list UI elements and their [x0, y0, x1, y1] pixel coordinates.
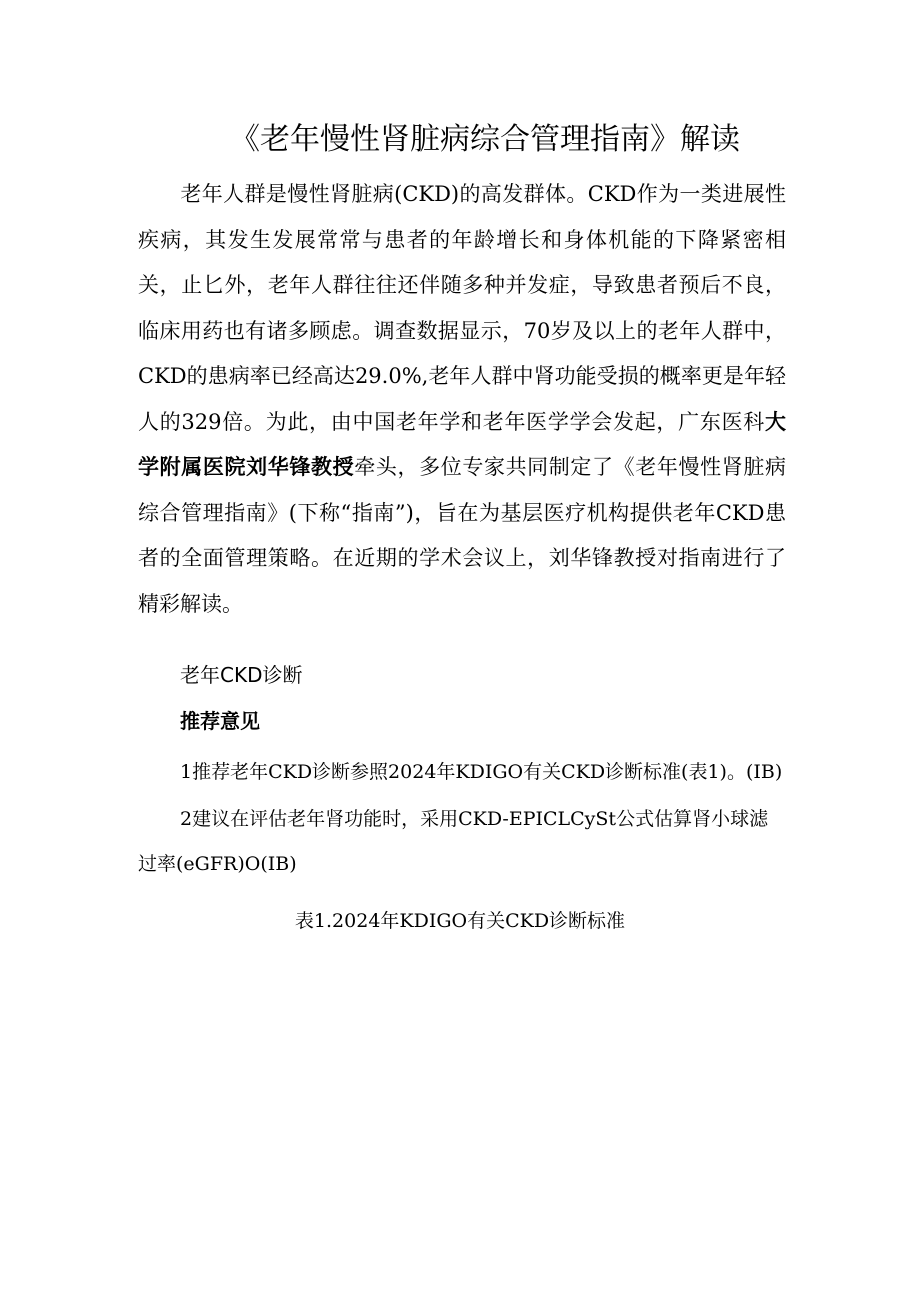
intro-paragraph [138, 172, 786, 627]
intro-text-part2: 牵头，多位专家共同制定了《老年慢性肾脏病综合管理指南》(下称“指南”)，旨在为基层医疗机构提供老年CKD患者的全面管理策略。在近期的学术会议上，刘华锋教授对指南进行了精彩解读。 [138, 455, 787, 616]
section-heading: 老年CKD诊断 [180, 663, 303, 687]
recommendation-text: 1推荐老年CKD诊断参照2024年KDIGO有关CKD诊断标准(表1)。(IB) [180, 761, 783, 783]
recommendations-subheading: 推荐意见 [180, 709, 260, 733]
table-caption: 表1.2024年KDIGO有关CKD诊断标准 [294, 910, 626, 932]
recommendation-item [138, 750, 786, 795]
intro-text-bold: 大学附属医院刘华锋教授 [138, 409, 786, 479]
intro-text-part1: 老年人群是慢性肾脏病(CKD)的高发群体。CKD作为一类进展性疾病，其发生发展常常与患者的年龄增长和身体机能的下降紧密相关，止匕外，老年人群往往还伴随多种并发症，导致患者预后不良，临床用药也有诸多顾虑。调查数据显示，70岁及以上的老年人群中，CKD的患病率已经高达29.0%,老年人群中肾功能受损的概率更是年轻人的329倍。为此，由中国老年学和老年医学学会发起，广东医科 [138, 182, 786, 434]
recommendation-item [138, 797, 786, 887]
document-title: 《老年慢性肾脏病综合管理指南》解读 [230, 122, 740, 157]
recommendation-text: 2建议在评估老年肾功能时，采用CKD-EPICLCySt公式估算肾小球滤过率(eGFR)O(IB) [138, 808, 769, 875]
